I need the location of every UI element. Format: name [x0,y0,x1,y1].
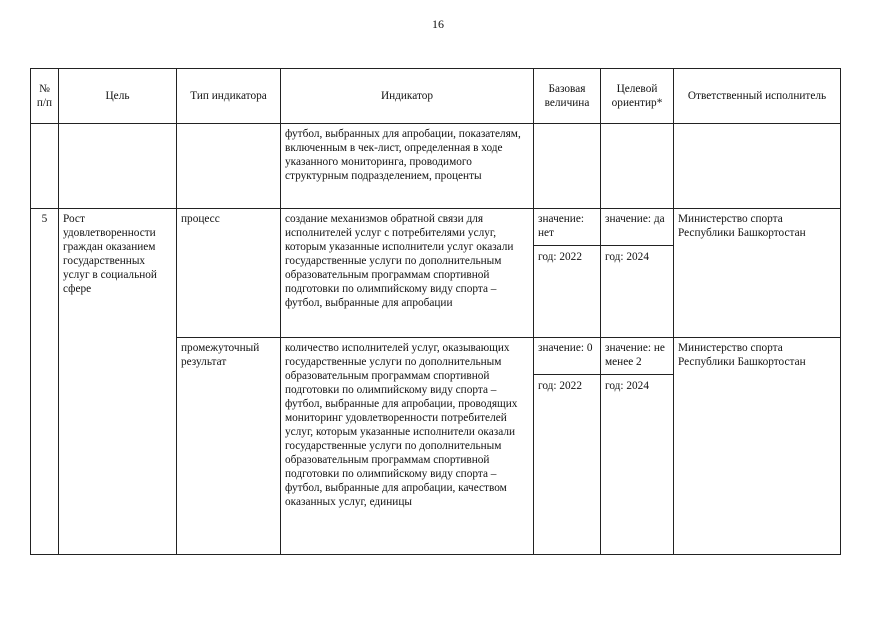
table-row [31,209,841,338]
row-base [534,209,601,338]
row-target [601,338,674,555]
row-responsible: Министерство спорта Республики Башкортостан [674,338,841,555]
row-num [31,124,59,209]
row-type [177,124,281,209]
header-responsible: Ответственный исполнитель [674,69,841,124]
header-type: Тип индикатора [177,69,281,124]
header-num: № п/п [31,69,59,124]
row-indicator: футбол, выбранных для апробации, показателям, включенным в чек-лист, определенная в ходе указанного мониторинга, проводимого структурным подразделением, проценты [281,124,534,209]
header-indicator: Индикатор [281,69,534,124]
base-value: значение: 0 [534,338,600,375]
row-responsible [674,124,841,209]
row-type: промежуточный результат [177,338,281,555]
row-base [534,338,601,555]
target-value: значение: не менее 2 [601,338,673,375]
target-value: значение: да [601,209,673,246]
base-year: год: 2022 [538,251,582,263]
row-num: 5 [31,209,59,555]
table-row [31,124,841,209]
row-indicator: создание механизмов обратной связи для исполнителей услуг с потребителями услуг, которым указанные исполнители услуг оказали государственные услуги по дополнительным образовательным программам спортивной подготовки по олимпийскому виду спорта – футбол, выбранные для апробации [281,209,534,338]
row-responsible: Министерство спорта Республики Башкортостан [674,209,841,338]
page-number: 16 [432,17,444,31]
row-base [534,124,601,209]
base-year: год: 2022 [538,380,582,392]
row-target [601,124,674,209]
header-base: Базовая величина [534,69,601,124]
table-header-row [31,69,841,124]
base-value: значение: нет [534,209,600,246]
row-goal [59,124,177,209]
header-goal: Цель [59,69,177,124]
row-indicator: количество исполнителей услуг, оказывающих государственные услуги по дополнительным образовательным программам спортивной подготовки по олимпийскому виду спорта – футбол, выбранные для апробации, проводящих мониторинг удовлетворенности потребителей услуг, которым указанные исполнители оказали государственные услуги по дополнительным образовательным программам спортивной подготовки по олимпийскому виду спорта – футбол, выбранные для апробации, качеством оказанных услуг, единицы [281,338,534,555]
row-goal: Рост удовлетворенности граждан оказанием государственных услуг в социальной сфере [59,209,177,555]
indicators-table [30,68,841,555]
row-type: процесс [177,209,281,338]
header-target: Целевой ориентир* [601,69,674,124]
target-year: год: 2024 [605,380,649,392]
row-target [601,209,674,338]
target-year: год: 2024 [605,251,649,263]
